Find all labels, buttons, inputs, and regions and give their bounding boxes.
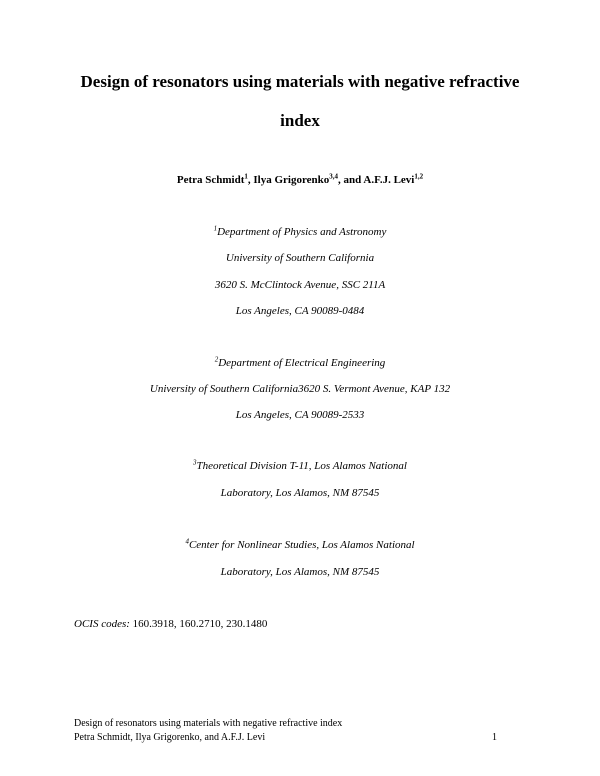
paper-title-line-2: index xyxy=(280,111,320,130)
running-footer-authors: Petra Schmidt, Ilya Grigorenko, and A.F.J. Levi xyxy=(74,732,266,743)
author-name: Petra Schmidt xyxy=(176,174,245,186)
affiliation-text: Theoretical Division T-11, Los Alamos National xyxy=(196,460,407,472)
ocis-label: OCIS codes: xyxy=(74,618,130,630)
author-affiliation-mark: 1 xyxy=(244,172,248,181)
running-footer-title: Design of resonators using materials with negative refractive index xyxy=(74,718,343,729)
author-separator: , xyxy=(247,174,254,186)
affiliation-mark: 2 xyxy=(214,355,219,364)
ocis-code-list: 160.3918, 160.2710, 230.1480 xyxy=(129,618,268,630)
affiliation-mark: 1 xyxy=(213,224,218,233)
page-number: 1 xyxy=(492,732,497,743)
author-list xyxy=(0,174,600,186)
affiliation-mark: 4 xyxy=(185,537,189,546)
author-affiliation-mark: 1,2 xyxy=(414,172,424,181)
affiliation-text: Center for Nonlinear Studies, Los Alamos National xyxy=(188,539,415,551)
affiliation-mark: 3 xyxy=(193,458,197,467)
affiliation-1-line-4: Los Angeles, CA 90089-0484 xyxy=(235,305,365,317)
affiliation-2-line-1 xyxy=(0,357,600,369)
ocis-codes xyxy=(74,618,267,630)
affiliation-text: Department of Physics and Astronomy xyxy=(217,226,387,238)
affiliation-4-line-1 xyxy=(0,539,600,551)
affiliation-1-line-2: University of Southern California xyxy=(225,252,375,264)
author-name: Ilya Grigorenko xyxy=(253,174,330,186)
affiliation-4-line-2: Laboratory, Los Alamos, NM 87545 xyxy=(220,566,380,578)
author-separator: , and xyxy=(338,174,364,186)
affiliation-1-line-1 xyxy=(0,226,600,238)
author-name: A.F.J. Levi xyxy=(363,174,415,186)
affiliation-text: Department of Electrical Engineering xyxy=(218,357,386,369)
paper-title-line-1: Design of resonators using materials with negative refractive xyxy=(80,72,520,91)
affiliation-2-line-3: Los Angeles, CA 90089-2533 xyxy=(235,409,365,421)
author-affiliation-mark: 3,4 xyxy=(329,172,339,181)
affiliation-1-line-3: 3620 S. McClintock Avenue, SSC 211A xyxy=(214,279,386,291)
affiliation-3-line-2: Laboratory, Los Alamos, NM 87545 xyxy=(220,487,380,499)
affiliation-3-line-1 xyxy=(0,460,600,472)
affiliation-2-line-2: University of Southern California3620 S. Vermont Avenue, KAP 132 xyxy=(149,383,451,395)
